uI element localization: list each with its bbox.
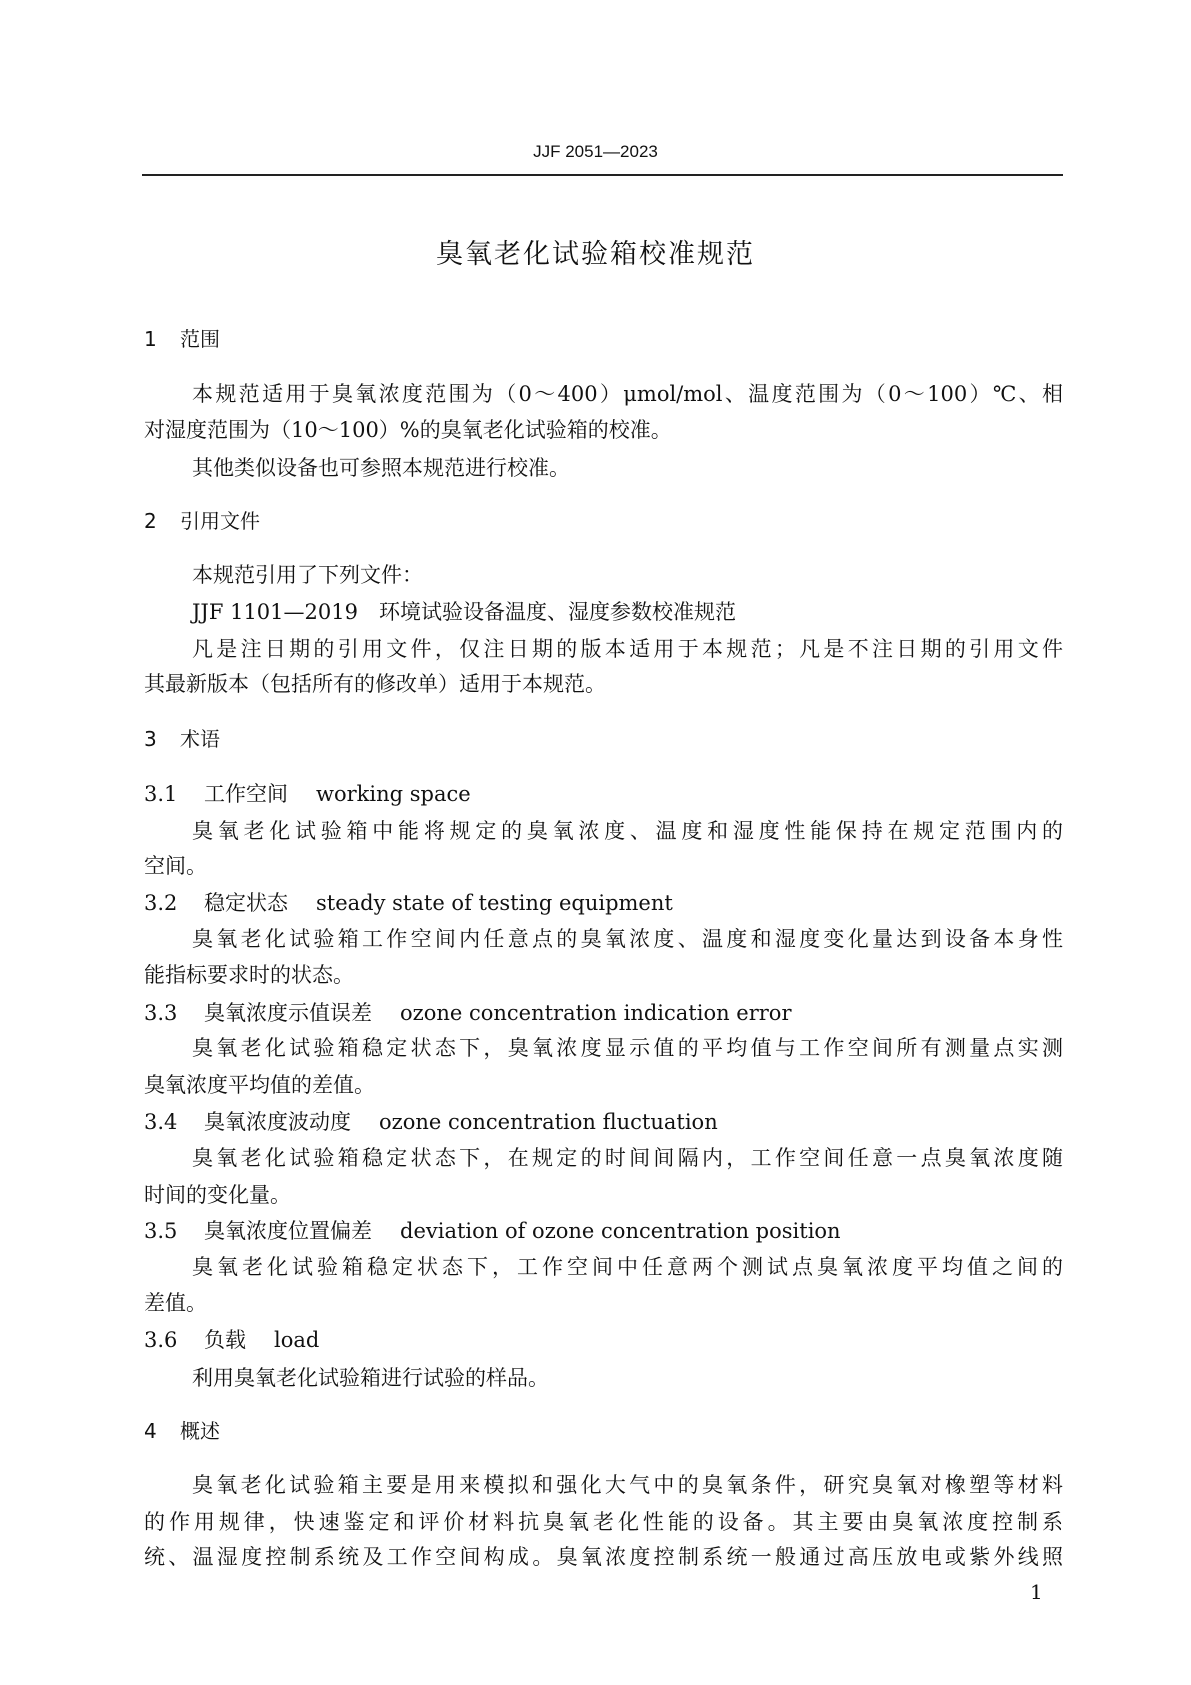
term-cn: 臭氧浓度示值误差 (204, 1001, 372, 1025)
section-number: 2 (144, 509, 157, 533)
term-heading (144, 1109, 1063, 1135)
section-title: 概述 (180, 1419, 220, 1443)
paragraph-line: 差值。 (144, 1291, 207, 1315)
term-en: steady state of testing equipment (316, 891, 673, 915)
section-heading-1 (144, 326, 1063, 352)
paragraph-line: 凡是注日期的引用文件，仅注日期的版本适用于本规范；凡是不注日期的引用文件 (192, 637, 1063, 661)
term-cn: 臭氧浓度波动度 (204, 1110, 351, 1134)
term-heading (144, 1000, 1063, 1026)
term-number: 3.4 (144, 1110, 178, 1134)
paragraph-line: 臭氧浓度平均值的差值。 (144, 1073, 375, 1097)
paragraph-line: 时间的变化量。 (144, 1183, 291, 1207)
paragraph-line: 其最新版本（包括所有的修改单）适用于本规范。 (144, 672, 606, 696)
term-en: load (274, 1328, 320, 1352)
section-heading-2 (144, 508, 1063, 534)
term-heading (144, 890, 1063, 916)
section-number: 4 (144, 1419, 157, 1443)
section-title: 引用文件 (180, 509, 260, 533)
term-number: 3.1 (144, 782, 178, 806)
term-heading (144, 1218, 1063, 1244)
term-cn: 负载 (204, 1328, 246, 1352)
section-number: 1 (144, 327, 157, 351)
paragraph-line: 臭氧老化试验箱稳定状态下，在规定的时间间隔内，工作空间任意一点臭氧浓度随 (192, 1146, 1063, 1170)
term-en: ozone concentration fluctuation (379, 1110, 718, 1134)
paragraph-line: 能指标要求时的状态。 (144, 963, 354, 987)
term-heading (144, 1327, 1063, 1353)
term-number: 3.3 (144, 1001, 178, 1025)
paragraph-line: 本规范引用了下列文件： (192, 563, 423, 587)
term-number: 3.5 (144, 1219, 178, 1243)
term-cn: 工作空间 (204, 782, 288, 806)
term-number: 3.6 (144, 1328, 178, 1352)
term-cn: 臭氧浓度位置偏差 (204, 1219, 372, 1243)
term-heading (144, 781, 1063, 807)
term-cn: 稳定状态 (204, 891, 288, 915)
running-header: JJF 2051—2023 (533, 142, 658, 161)
paragraph-line: 统、温湿度控制系统及工作空间构成。臭氧浓度控制系统一般通过高压放电或紫外线照 (144, 1545, 1063, 1569)
section-title: 范围 (180, 327, 220, 351)
section-number: 3 (144, 727, 157, 751)
paragraph-line: 臭氧老化试验箱稳定状态下，臭氧浓度显示值的平均值与工作空间所有测量点实测 (192, 1036, 1063, 1060)
paragraph-line: 臭氧老化试验箱稳定状态下，工作空间中任意两个测试点臭氧浓度平均值之间的 (192, 1255, 1063, 1279)
paragraph-line: 对湿度范围为（10～100）%的臭氧老化试验箱的校准。 (144, 418, 672, 442)
header-rule (142, 174, 1063, 176)
reference-item: JJF 1101—2019 环境试验设备温度、湿度参数校准规范 (192, 600, 736, 624)
document-title: 臭氧老化试验箱校准规范 (436, 239, 755, 270)
section-title: 术语 (180, 727, 220, 751)
paragraph-line: 臭氧老化试验箱中能将规定的臭氧浓度、温度和湿度性能保持在规定范围内的 (192, 819, 1063, 843)
paragraph-line: 空间。 (144, 854, 207, 878)
paragraph-line: 本规范适用于臭氧浓度范围为（0～400）μmol/mol、温度范围为（0～100）℃、相 (192, 382, 1063, 406)
paragraph-line: 其他类似设备也可参照本规范进行校准。 (192, 456, 570, 480)
paragraph-line: 臭氧老化试验箱工作空间内任意点的臭氧浓度、温度和湿度变化量达到设备本身性 (192, 927, 1063, 951)
paragraph-line: 臭氧老化试验箱主要是用来模拟和强化大气中的臭氧条件，研究臭氧对橡塑等材料 (192, 1473, 1063, 1497)
term-en: ozone concentration indication error (400, 1001, 792, 1025)
paragraph-line: 的作用规律，快速鉴定和评价材料抗臭氧老化性能的设备。其主要由臭氧浓度控制系 (144, 1510, 1063, 1534)
term-number: 3.2 (144, 891, 178, 915)
paragraph-line: 利用臭氧老化试验箱进行试验的样品。 (192, 1366, 549, 1390)
term-en: working space (316, 782, 471, 806)
section-heading-4 (144, 1418, 1063, 1444)
page-number: 1 (1030, 1580, 1043, 1604)
section-heading-3 (144, 726, 1063, 752)
term-en: deviation of ozone concentration position (400, 1219, 841, 1243)
